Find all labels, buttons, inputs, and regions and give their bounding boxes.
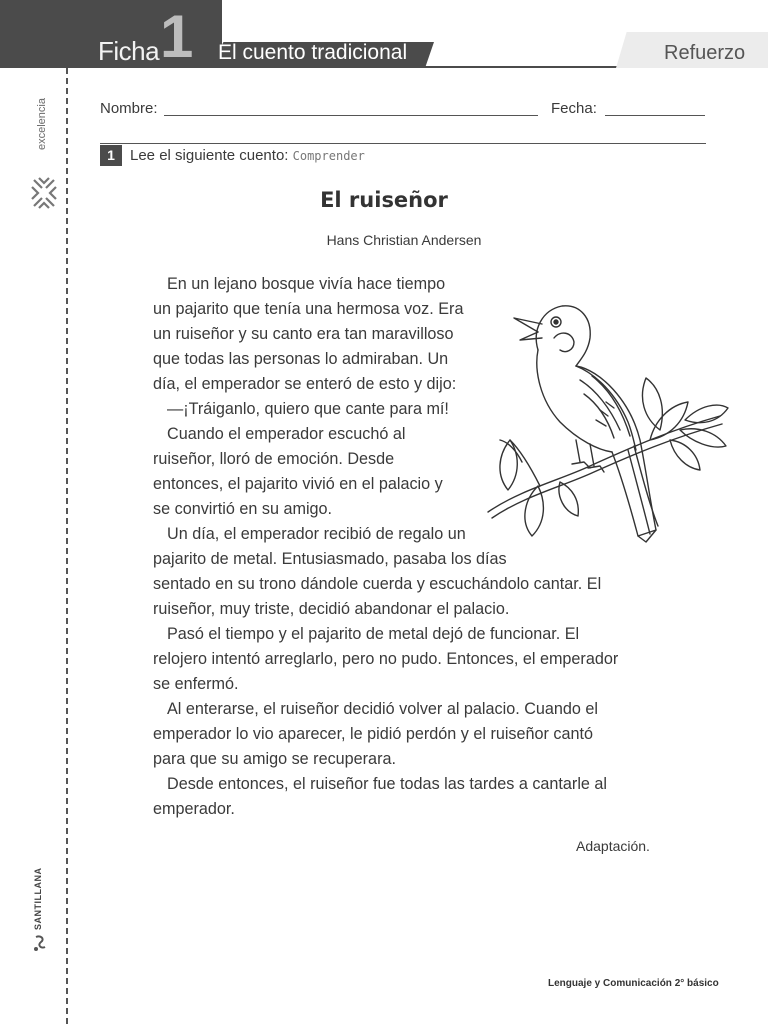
story-line: entonces, el pajarito vivió en el palacio y [153, 475, 443, 493]
story-line: día, el emperador se enteró de esto y dijo: [153, 375, 457, 393]
story-line: Pasó el tiempo y el pajarito de metal dejó de funcionar. El [167, 625, 580, 643]
story-line: emperador. [153, 800, 235, 818]
story-line: para que su amigo se recuperara. [153, 750, 396, 768]
story-line: sentado en su trono dándole cuerda y escuchándolo cantar. El [153, 575, 602, 593]
instruction-text: Lee el siguiente cuento: [130, 147, 289, 164]
story-line: En un lejano bosque vivía hace tiempo [167, 275, 446, 293]
story-line: que todas las personas lo admiraban. Un [153, 350, 449, 368]
story-line: Desde entonces, el ruiseñor fue todas las tardes a cantarle al [167, 775, 608, 793]
nightingale-illustration-icon [480, 290, 730, 550]
story-intro-block [153, 272, 507, 572]
source-note: Adaptación. [576, 838, 650, 854]
footer-subject: Lenguaje y Comunicación 2° básico [548, 978, 719, 989]
page-header [0, 0, 768, 68]
story-line: Cuando el emperador escuchó al [167, 425, 406, 443]
activity-instruction [130, 147, 365, 164]
story-line: emperador lo vio aparecer, le pidió perdón y el ruiseñor cantó [153, 725, 594, 743]
story-line: Un día, el emperador recibió de regalo un [167, 525, 466, 543]
level-label: Refuerzo [664, 42, 746, 64]
story-line: un ruiseñor y su canto era tan maravilloso [153, 325, 454, 343]
name-label: Nombre: [100, 100, 158, 117]
brand-word: excelencia [36, 98, 48, 150]
ficha-number: 1 [160, 3, 194, 70]
story-line: ruiseñor, muy triste, decidió abandonar el palacio. [153, 600, 510, 618]
worksheet-title: El cuento tradicional [218, 41, 408, 64]
section-divider [100, 143, 706, 144]
story-author: Hans Christian Andersen [326, 232, 482, 248]
story-line: Al enterarse, el ruiseñor decidió volver al palacio. Cuando el [167, 700, 599, 718]
story-title: El ruiseñor [320, 188, 448, 212]
date-label: Fecha: [551, 100, 597, 117]
story-line: —¡Tráiganlo, quiero que cante para mí! [167, 400, 449, 418]
name-field[interactable] [164, 115, 538, 116]
date-field[interactable] [605, 115, 705, 116]
activity-number: 1 [100, 145, 122, 166]
ficha-label: Ficha [98, 36, 160, 66]
story-line: se convirtió en su amigo. [153, 500, 333, 518]
story-line: pajarito de metal. Entusiasmado, pasaba los días [153, 550, 507, 568]
story-line: se enfermó. [153, 675, 239, 693]
publisher-name: SANTILLANA [33, 867, 43, 930]
story-line: relojero intentó arreglarlo, pero no pudo. Entonces, el emperador [153, 650, 619, 668]
publisher-logo-icon [33, 934, 47, 952]
skill-label: Comprender [292, 149, 365, 163]
story-line: un pajarito que tenía una hermosa voz. Era [153, 300, 464, 318]
story-line: ruiseñor, lloró de emoción. Desde [153, 450, 395, 468]
